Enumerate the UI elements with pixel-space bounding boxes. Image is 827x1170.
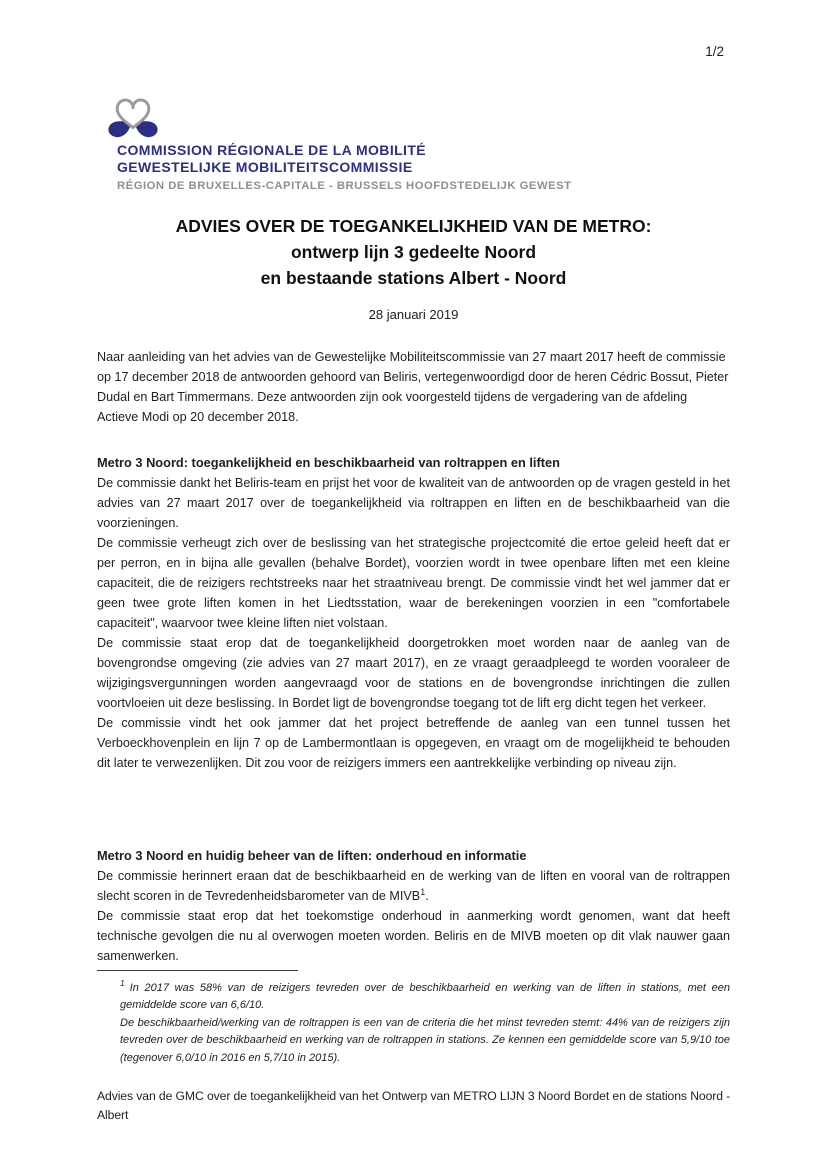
logo-text	[117, 142, 572, 193]
body-section-2	[97, 846, 730, 966]
footnote-separator-line	[97, 970, 298, 971]
logo-region-line: RÉGION DE BRUXELLES-CAPITALE - BRUSSELS HOOFDSTEDELIJK GEWEST	[117, 180, 572, 192]
body-section-1	[97, 347, 730, 773]
page-number: 1/2	[705, 44, 724, 59]
logo	[104, 96, 572, 193]
title-line-1: ADVIES OVER DE TOEGANKELIJKHEID VAN DE METRO:	[175, 216, 652, 236]
document-title	[97, 213, 730, 322]
footnote-1-text: In 2017 was 58% van de reizigers tevreden over de beschikbaarheid en werking van de liften in stations, met een gemiddelde score van 6,6/10.	[120, 982, 730, 1012]
footnote-reference: 1	[420, 886, 426, 897]
intro-paragraph: Naar aanleiding van het advies van de Gewestelijke Mobiliteitscommissie van 27 maart 2017 heeft de commissie op 17 december 2018 de antwoorden gehoord van Beliris, vertegenwoordigd door de heren Cédric Bossut, Pieter Dudal en Bart Timmermans. Deze antwoorden zijn ook voorgesteld tijdens de vergadering van de afdeling Actieve Modi op 20 december 2018.	[97, 350, 729, 424]
logo-org-name-fr: COMMISSION RÉGIONALE DE LA MOBILITÉ	[117, 142, 427, 158]
heart-wings-icon	[106, 96, 572, 140]
section1-paragraph-2: De commissie verheugt zich over de beslissing van het strategische projectcomité die ertoe geleid heeft dat er per perron, en in bijna alle gevallen (behalve Bordet), voorzien wordt in twee openbare liften met een kleine capaciteit, die de reizigers rechtstreeks naar het straatniveau brengt. De commissie vindt het wel jammer dat er geen twee grote liften komen in het Liedtsstation, waar de berekeningen voorzien in een "comfortabele capaciteit", waarvoor twee kleine liften niet volstaan.	[97, 536, 730, 630]
section1-paragraph-3: De commissie staat erop dat de toegankelijkheid doorgetrokken moet worden naar de aanleg van de bovengrondse omgeving (zie advies van 27 maart 2017), en ze vraagt geraadpleegd te worden vooraleer de wijzigingsvergunningen worden aangevraagd voor de stations en de bovengrondse inrichtingen die zullen voortvloeien uit deze beslissing. In Bordet ligt de bovengrondse toegang tot de lift erg dicht tegen het verkeer.	[97, 636, 730, 710]
section2-paragraph-1-period: .	[425, 889, 429, 903]
footnotes	[97, 970, 731, 1067]
footnote-1-part-1	[120, 980, 730, 1015]
section1-heading: Metro 3 Noord: toegankelijkheid en beschikbaarheid van roltrappen en liften	[97, 455, 560, 470]
section2-heading: Metro 3 Noord en huidig beheer van de liften: onderhoud en informatie	[97, 848, 527, 863]
document-date: 28 januari 2019	[368, 307, 459, 322]
footer-line-2: Albert	[97, 1108, 129, 1122]
section1-paragraph-1: De commissie dankt het Beliris-team en prijst het voor de kwaliteit van de antwoorden op de vragen gesteld in het advies van 27 maart 2017 over de toegankelijkheid via roltrappen en liften en de beschikbaarheid van die voorzieningen.	[97, 476, 730, 530]
section2-paragraph-1	[97, 866, 730, 906]
section2-paragraph-2: De commissie staat erop dat het toekomstige onderhoud in aanmerking wordt genomen, want dat heeft technische gevolgen die nu al overwogen moeten worden. Beliris en de MIVB moeten op dit vlak nauwer gaan samenwerken.	[97, 909, 730, 963]
title-line-2: ontwerp lijn 3 gedeelte Noord	[290, 242, 537, 262]
logo-org-name-nl: GEWESTELIJKE MOBILITEITSCOMMISSIE	[117, 158, 413, 175]
title-line-3: en bestaande stations Albert - Noord	[260, 268, 567, 288]
footnote-body	[120, 980, 730, 1067]
section1-paragraph-4: De commissie vindt het ook jammer dat het project betreffende de aanleg van een tunnel tussen het Verboeckhovenplein en lijn 7 op de Lambermontlaan is opgegeven, en vraagt om de mogelijkheid te behouden dit later te verwezenlijken. Dit zou voor de reizigers immers een aantrekkelijke verbinding op niveau zijn.	[97, 716, 730, 770]
footer-line-1: Advies van de GMC over de toegankelijkheid van het Ontwerp van METRO LIJN 3 Noord Bordet en de stations Noord -	[97, 1089, 731, 1103]
footnote-marker: 1	[120, 978, 125, 989]
page-footer	[97, 1087, 787, 1125]
footnote-1-part-2: De beschikbaarheid/werking van de roltrappen is een van de criteria die het minst tevreden stemt: 44% van de reizigers zijn tevreden over de beschikbaarheid en werking van de roltrappen in stations. Ze kennen een gemiddelde score van 5,9/10 toe (tegenover 6,0/10 in 2016 en 5,7/10 in 2015).	[120, 1016, 730, 1064]
section2-paragraph-1-text: De commissie herinnert eraan dat de beschikbaarheid en de werking van de liften en vooral van de roltrappen slecht scoren in de Tevredenheidsbarometer van de MIVB	[97, 869, 730, 903]
